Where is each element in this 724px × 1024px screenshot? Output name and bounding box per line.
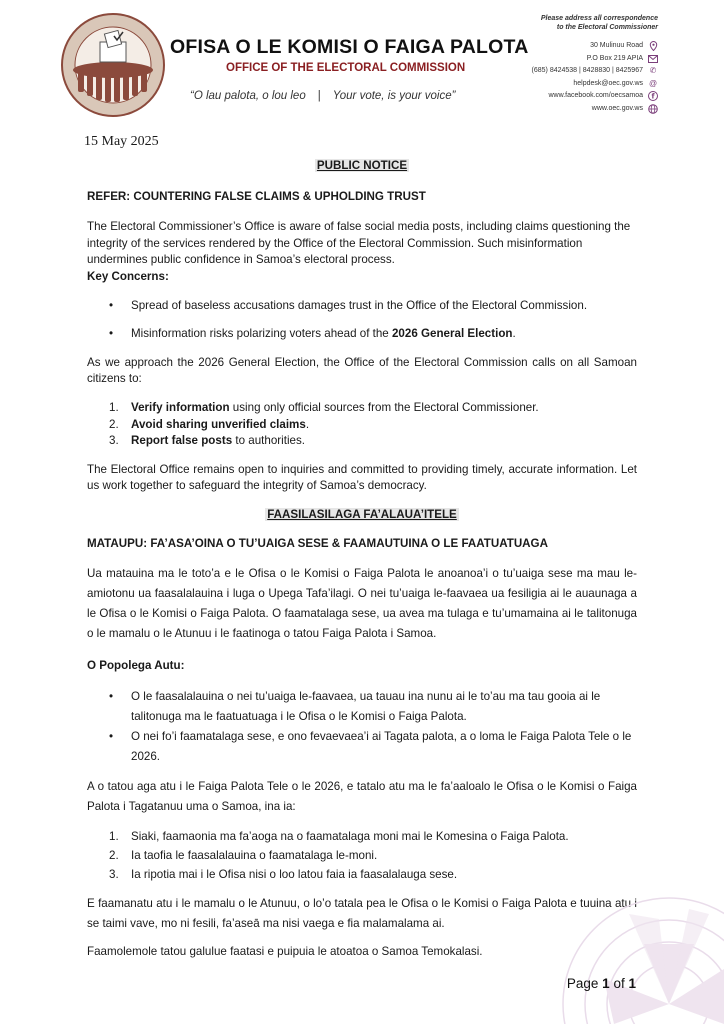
website-text[interactable]: www.oec.gov.ws [591,104,643,112]
list-item: • O le faasalalauina o nei tu’uaiga le-faavaea, ua tauau ina nunu ai le to’au ma tau gooia ai le talitonuga ma le faatuatuaga i le Ofisa o le Komisi o Faiga Palota. [87,687,637,727]
facebook-text[interactable]: www.facebook.com/oecsamoa [548,92,643,99]
contact-address [532,40,658,53]
item-bold: Verify information [131,400,230,414]
item-number: 2. [109,417,119,431]
contact-website[interactable] [532,103,658,116]
correspondence-note-line1: Please address all correspondence [540,15,658,22]
english-actions-list [87,400,637,450]
envelope-icon [648,54,658,64]
item-text: . [305,417,310,431]
item-text: to authorities. [232,434,305,448]
concern2-bold: 2026 General Election [391,327,513,341]
list-item: • Spread of baseless accusations damages trust in the Office of the Electoral Commission. [87,298,637,315]
list-item [87,827,637,846]
contact-email[interactable] [532,78,658,91]
contact-pobox [532,53,658,66]
correspondence-note-line2: to the Electoral Commissioner [556,24,658,31]
contact-block [532,14,658,115]
item-number: 1. [109,400,119,414]
list-item [87,433,637,450]
page-number [567,976,636,991]
list-item [87,417,637,434]
motto [190,90,455,102]
page-total: 1 [628,976,636,991]
contact-phone [532,65,658,78]
motto-samoan: “O lau palota, o lou leo [190,90,306,102]
electoral-commission-logo [60,12,166,118]
samoan-refer-heading: MATAUPU: FA’ASA’OINA O TU’UAIGA SESE & FAAMAUTUINA O LE FAATUATUAGA [87,536,548,550]
list-item [87,400,637,417]
email-text[interactable]: helpdesk@oec.gov.ws [573,79,643,87]
notice-content [87,158,637,960]
english-closing: The Electoral Office remains open to inquiries and committed to providing timely, accurate information. Let us work together to safeguard the integrity of Samoa’s democracy. [87,462,637,493]
item-bold: Avoid sharing unverified claims [131,417,306,431]
decorative-watermark [494,884,724,1024]
document-date: 15 May 2025 [84,134,159,149]
motto-separator: | [317,90,321,102]
item-text: Ia taofia le faasalalauina o faamatalaga le-moni. [131,848,378,862]
location-pin-icon [648,41,658,51]
item-number: 1. [109,829,119,843]
list-item: • O nei fo’i faamatalaga sese, e ono fevaevaea’i ai Tagata palota, a o loma le Faiga Palota Tele o le 2026. [87,727,637,767]
english-concerns-list [87,298,637,343]
samoan-notice-heading-text: FAASILASILAGA FA’ALAUA’ITELE [267,507,457,521]
facebook-icon [648,91,658,101]
item-number: 3. [109,434,119,448]
list-item [87,846,637,865]
motto-english: Your vote, is your voice” [332,90,456,102]
refer-heading: REFER: COUNTERING FALSE CLAIMS & UPHOLDING TRUST [87,189,426,203]
english-call: As we approach the 2026 General Election, the Office of the Electoral Commission calls on all Samoan citizens to: [87,355,637,386]
item-text: using only official sources from the Electoral Commissioner. [229,400,539,414]
item-number: 3. [109,867,119,881]
samoan-final: Faamolemole tatou galulue faatasi e puipuia le atoatoa o Samoa Temokalasi. [87,944,483,958]
item-text: Siaki, faamaonia ma fa’aoga na o faamatalaga moni mai le Komesina o Faiga Palota. [131,829,569,843]
samoan-concerns-list [87,687,637,767]
item-number: 2. [109,848,119,862]
page-word: Page [566,976,599,991]
address-text: 30 Mulinuu Road [590,42,643,49]
key-concerns-label: Key Concerns: [87,269,169,283]
samoan-closing: E faamanatu atu i le mamalu o le Atunuu, o lo’o tatala pea le Ofisa o le Komisi o Faiga Palota e tuuina atu i se taimi vave, mo ni fesili, fa’aseā ma nisi vaega e fia malamalama ai. [87,896,637,930]
concern2-text: Misinformation risks polarizing voters ahead of the [131,327,392,341]
phone-text: (685) 8424538 | 8428830 | 8425967 [531,67,643,74]
correspondence-note [532,14,658,32]
public-notice-heading-text: PUBLIC NOTICE [316,159,408,172]
english-intro: The Electoral Commissioner’s Office is aware of false social media posts, including claims questioning the integrity of the services rendered by the Office of the Electoral Commission. Such misinformation undermines public confidence in Samoa’s electoral process. [87,220,631,267]
item-text: Ia ripotia mai i le Ofisa nisi o loo latou faia ia faasalalauga sese. [131,867,458,881]
contact-facebook[interactable] [532,90,658,103]
organization-subtitle: OFFICE OF THE ELECTORAL COMMISSION [226,62,466,74]
samoan-call: A o tatou aga atu i le Faiga Palota Tele o le 2026, e tatalo atu ma le fa’aaloalo le Ofisa o le Komisi o Faiga Palota i Tagatanuu uma o Samoa, ina ia: [87,779,637,813]
list-item [87,326,637,343]
of-word: of [613,976,625,991]
samoan-concerns-label: O Popolega Autu: [87,659,185,673]
list-item [87,865,637,884]
page-current: 1 [602,976,610,991]
svg-text:f: f [651,92,655,101]
at-sign-icon: @ [648,78,658,88]
public-notice-heading [87,158,637,175]
globe-icon [648,104,658,114]
phone-icon: ✆ [649,66,657,75]
concern2-tail: . [512,327,516,341]
organization-title: OFISA O LE KOMISI O FAIGA PALOTA [170,36,529,58]
item-bold: Report false posts [131,434,233,448]
samoan-actions-list [87,827,637,884]
pobox-text: P.O Box 219 APIA [586,54,643,62]
samoan-intro: Ua matauina ma le toto’a e le Ofisa o le Komisi o Faiga Palota le anoanoa’i o tu’uaiga sese ma mau le-amiotonu ua faasalalauina i luga o Upega Tafa’ilagi. O nei tu’uaiga le-faavaea ua fesiligia ai le auaunaga a le Ofisa o le Komisi o Faiga Palota. O faamatalaga sese, ua avea ma tulaga e tu’umamaina ai le talitonuga o le mamalu o le Atunuu i le faatinoga o tatou Faiga Palota i Samoa. [87,567,637,641]
samoan-notice-heading [87,507,637,524]
